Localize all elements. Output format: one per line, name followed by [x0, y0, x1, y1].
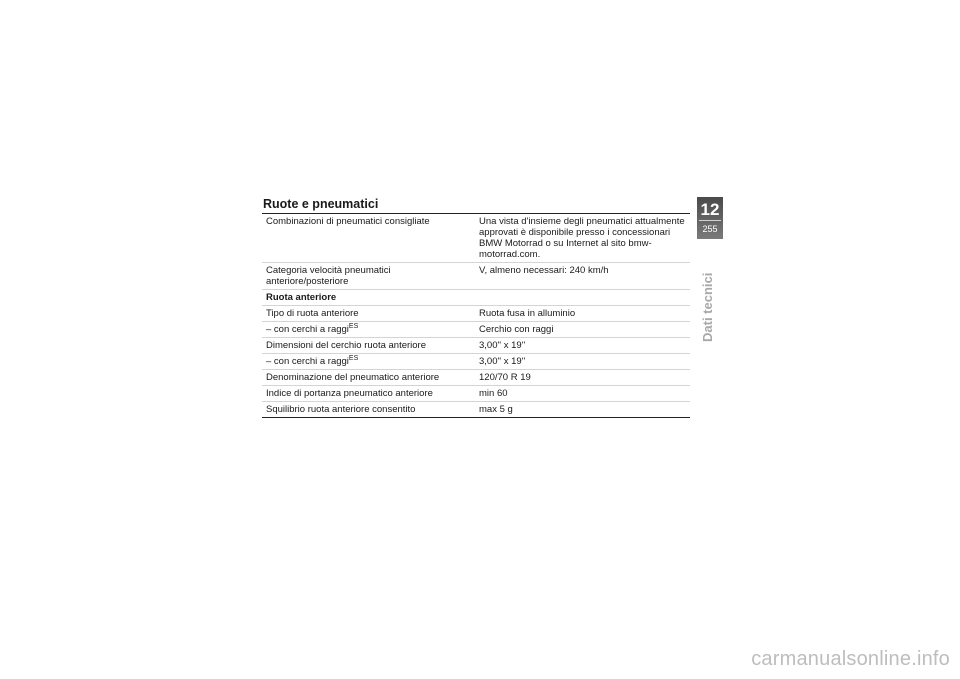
page-number: 255: [702, 224, 718, 234]
spec-label: Combinazioni di pneumatici consigliate: [262, 214, 475, 263]
spec-value: V, almeno necessari: 240 km/h: [475, 263, 690, 290]
spec-label: Categoria velocità pneumatici anteriore/posteriore: [262, 263, 475, 290]
spec-value: min 60: [475, 386, 690, 402]
spec-label: Dimensioni del cerchio ruota anteriore: [262, 338, 475, 354]
table-row: [262, 370, 690, 386]
table-row: [262, 354, 690, 370]
subheader-front-wheel: Ruota anteriore: [262, 290, 690, 306]
spec-value: 3,00'' x 19'': [475, 354, 690, 370]
section-title: Ruote e pneumatici: [263, 197, 379, 211]
spec-label: Squilibrio ruota anteriore consentito: [262, 402, 475, 418]
chapter-number: 12: [700, 200, 720, 219]
spec-value: Cerchio con raggi: [475, 322, 690, 338]
table-row: [262, 322, 690, 338]
chapter-tab: [697, 197, 723, 239]
spec-label: Indice di portanza pneumatico anteriore: [262, 386, 475, 402]
option-superscript: ES: [348, 354, 359, 362]
watermark: carmanualsonline.info: [751, 648, 950, 670]
table-row: [262, 306, 690, 322]
table-row: [262, 214, 690, 263]
table-subheader-row: [262, 290, 690, 306]
spec-label-text: – con cerchi a raggi: [266, 324, 349, 335]
chapter-title: Dati tecnici: [700, 272, 715, 342]
spec-value: 3,00'' x 19'': [475, 338, 690, 354]
spec-label-text: – con cerchi a raggi: [266, 356, 349, 367]
spec-value: Ruota fusa in alluminio: [475, 306, 690, 322]
option-superscript: ES: [348, 322, 359, 330]
table-row: [262, 338, 690, 354]
spec-value: 120/70 R 19: [475, 370, 690, 386]
table-row: [262, 386, 690, 402]
table-row: [262, 263, 690, 290]
spec-value: max 5 g: [475, 402, 690, 418]
spec-label: Denominazione del pneumatico anteriore: [262, 370, 475, 386]
spec-table: [262, 213, 690, 418]
table-row: [262, 402, 690, 418]
spec-label: [262, 322, 475, 338]
spec-label: [262, 354, 475, 370]
spec-label: Tipo di ruota anteriore: [262, 306, 475, 322]
spec-value: Una vista d'insieme degli pneumatici attualmente approvati è disponibile presso i concessionari BMW Motorrad o su Internet al sito bmw-motorrad.com.: [475, 214, 690, 263]
